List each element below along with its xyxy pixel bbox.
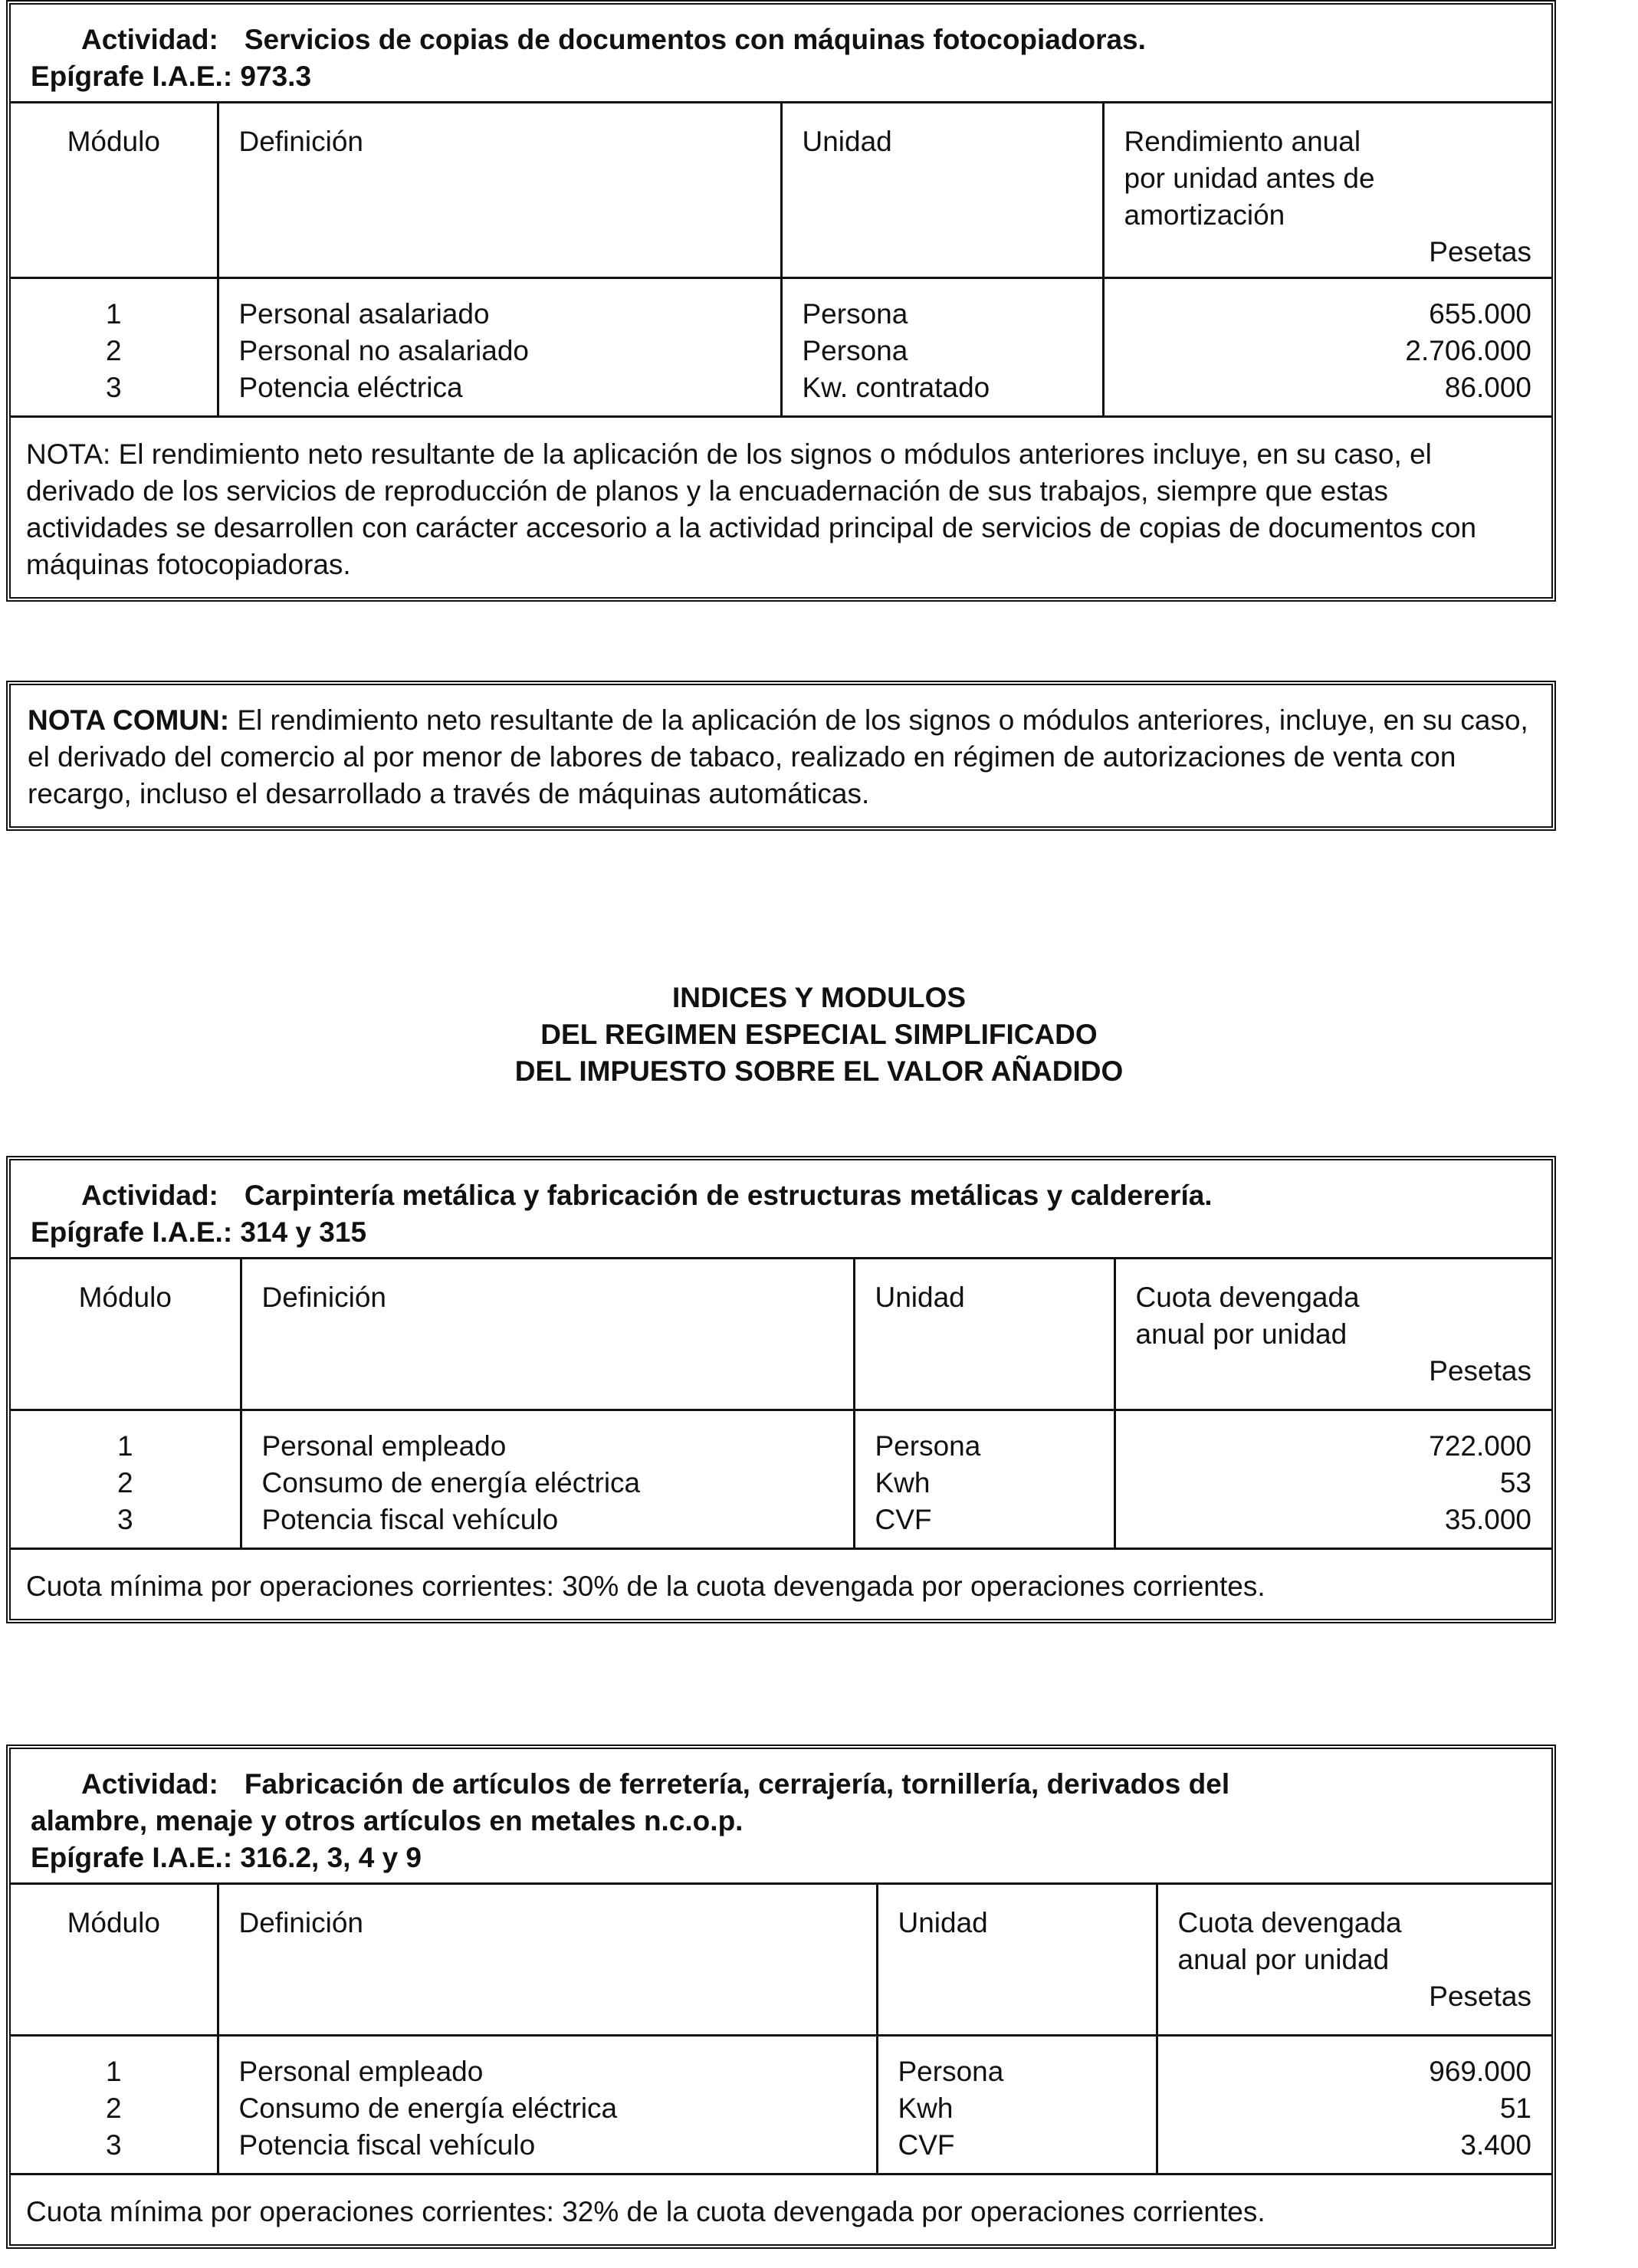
header-rendimiento [1103,103,1551,278]
definicion-text: Personal no asalariado [238,335,529,366]
modulo-number: 2 [105,2092,122,2124]
valor-cell [1103,278,1551,416]
modulo-number: 2 [105,335,122,366]
activity-note: NOTA: El rendimiento neto resultante de la aplicación de los signos o módulos anteriores incluye, en su caso, el derivado de los servicios de reproducción de planos y la encuadernación de sus trabajos, siempre que estas actividades se desarrollen con carácter accesorio a la actividad principal de servicios de copias de documentos con máquinas fotocopiadoras. [11,415,1551,597]
valor-text: 969.000 [1429,2055,1531,2087]
unidad-text: Kwh [898,2092,954,2124]
activity-header [11,1749,1551,1885]
definicion-text: Potencia eléctrica [238,372,463,403]
unidad-text: Persona [898,2055,1004,2087]
table-body-row [11,1410,1551,1548]
modulo-number: 1 [105,298,122,330]
modules-table [11,1259,1551,1548]
activity-title: Fabricación de artículos de ferretería, cerrajería, tornillería, derivados del [244,1768,1230,1800]
modulo-cell [11,1410,241,1548]
activity-box-fotocopias [6,0,1556,602]
modulo-number: 1 [105,2055,122,2087]
modulo-cell [11,278,218,416]
activity-header [11,1160,1551,1259]
header-currency: Pesetas [1429,1355,1531,1387]
activity-header [11,5,1551,103]
heading-line3: DEL IMPUESTO SOBRE EL VALOR AÑADIDO [514,1055,1124,1087]
definicion-text: Potencia fiscal vehículo [261,1503,559,1535]
unidad-text: Persona [875,1429,981,1462]
nota-comun-body: El rendimiento neto resultante de la aplicación de los signos o módulos anteriores, incluye, en su caso, el derivado del comercio al por menor de labores de tabaco, realizado en régimen de autorizaciones de venta con recargo, incluso el desarrollado a través de máquinas automáticas. [28,704,1528,809]
section-heading [0,980,1638,1090]
definicion-text: Personal empleado [261,1429,507,1462]
definicion-cell [241,1410,854,1548]
definicion-cell [218,2035,877,2173]
unidad-text: Kw. contratado [802,372,990,403]
epigrafe: Epígrafe I.A.E.: 314 y 315 [31,1216,367,1248]
activity-label: Actividad: [81,24,218,55]
modulo-number: 2 [117,1466,133,1498]
nota-comun-label: NOTA COMUN: [28,704,230,736]
activity-title: Carpintería metálica y fabricación de estructuras metálicas y calderería. [244,1180,1213,1211]
table-header-row [11,103,1551,278]
header-cuota-line1: Cuota devengada [1177,1907,1402,1938]
valor-text: 655.000 [1429,298,1531,330]
modulo-number: 3 [105,2129,122,2161]
header-cuota-line2: anual por unidad [1135,1318,1347,1350]
definicion-text: Consumo de energía eléctrica [261,1466,641,1498]
unidad-text: Persona [802,298,908,330]
header-modulo: Módulo [11,1259,241,1410]
epigrafe: Epígrafe I.A.E.: 316.2, 3, 4 y 9 [31,1842,422,1873]
table-header-row [11,1885,1551,2035]
unidad-cell [854,1410,1114,1548]
header-cuota-line2: anual por unidad [1177,1944,1390,1975]
definicion-text: Personal asalariado [238,298,490,330]
activity-label: Actividad: [81,1180,218,1211]
valor-text: 2.706.000 [1405,335,1531,366]
table-body-row [11,2035,1551,2173]
heading-line1: INDICES Y MODULOS [671,982,967,1013]
valor-cell [1114,1410,1551,1548]
modulo-number: 3 [117,1503,133,1535]
header-currency: Pesetas [1429,236,1531,267]
unidad-text: Persona [802,335,908,366]
valor-text: 51 [1499,2092,1531,2124]
header-unidad: Unidad [854,1259,1114,1410]
unidad-cell [877,2035,1157,2173]
activity-note: Cuota mínima por operaciones corrientes: 30% de la cuota devengada por operaciones corrientes. [11,1548,1551,1619]
epigrafe: Epígrafe I.A.E.: 973.3 [31,61,312,92]
header-definicion: Definición [218,103,781,278]
header-modulo: Módulo [11,1885,218,2035]
header-modulo: Módulo [11,103,218,278]
unidad-cell [781,278,1103,416]
definicion-text: Personal empleado [238,2055,484,2087]
heading-line2: DEL REGIMEN ESPECIAL SIMPLIFICADO [540,1019,1098,1050]
valor-text: 722.000 [1429,1429,1531,1462]
valor-text: 86.000 [1444,372,1531,403]
activity-title-line2: alambre, menaje y otros artículos en metales n.c.o.p. [31,1805,744,1836]
nota-comun-text [11,685,1551,826]
header-unidad: Unidad [781,103,1103,278]
activity-box-ferreteria [6,1744,1556,2249]
definicion-text: Potencia fiscal vehículo [238,2129,536,2161]
modulo-cell [11,2035,218,2173]
unidad-text: CVF [898,2129,955,2161]
table-header-row [11,1259,1551,1410]
unidad-text: CVF [875,1503,932,1535]
valor-text: 35.000 [1444,1503,1531,1535]
header-rendimiento-line3: amortización [1124,199,1285,231]
header-definicion: Definición [241,1259,854,1410]
activity-label: Actividad: [81,1768,218,1800]
definicion-cell [218,278,781,416]
valor-text: 3.400 [1460,2129,1531,2161]
header-rendimiento-line2: por unidad antes de [1124,162,1375,194]
header-definicion: Definición [218,1885,877,2035]
header-cuota-line1: Cuota devengada [1135,1282,1360,1313]
header-unidad: Unidad [877,1885,1157,2035]
header-rendimiento-line1: Rendimiento anual [1124,126,1361,157]
table-body-row [11,278,1551,416]
valor-text: 53 [1499,1466,1531,1498]
modules-table [11,1885,1551,2173]
activity-title: Servicios de copias de documentos con máquinas fotocopiadoras. [244,24,1146,55]
modulo-number: 1 [117,1429,133,1462]
header-cuota [1157,1885,1551,2035]
modules-table [11,103,1551,415]
activity-box-carpinteria [6,1156,1556,1623]
nota-comun-box [6,681,1556,831]
valor-cell [1157,2035,1551,2173]
unidad-text: Kwh [875,1466,931,1498]
definicion-text: Consumo de energía eléctrica [238,2092,618,2124]
activity-note: Cuota mínima por operaciones corrientes: 32% de la cuota devengada por operaciones corrientes. [11,2173,1551,2244]
modulo-number: 3 [105,372,122,403]
header-currency: Pesetas [1429,1981,1531,2012]
header-cuota [1114,1259,1551,1410]
